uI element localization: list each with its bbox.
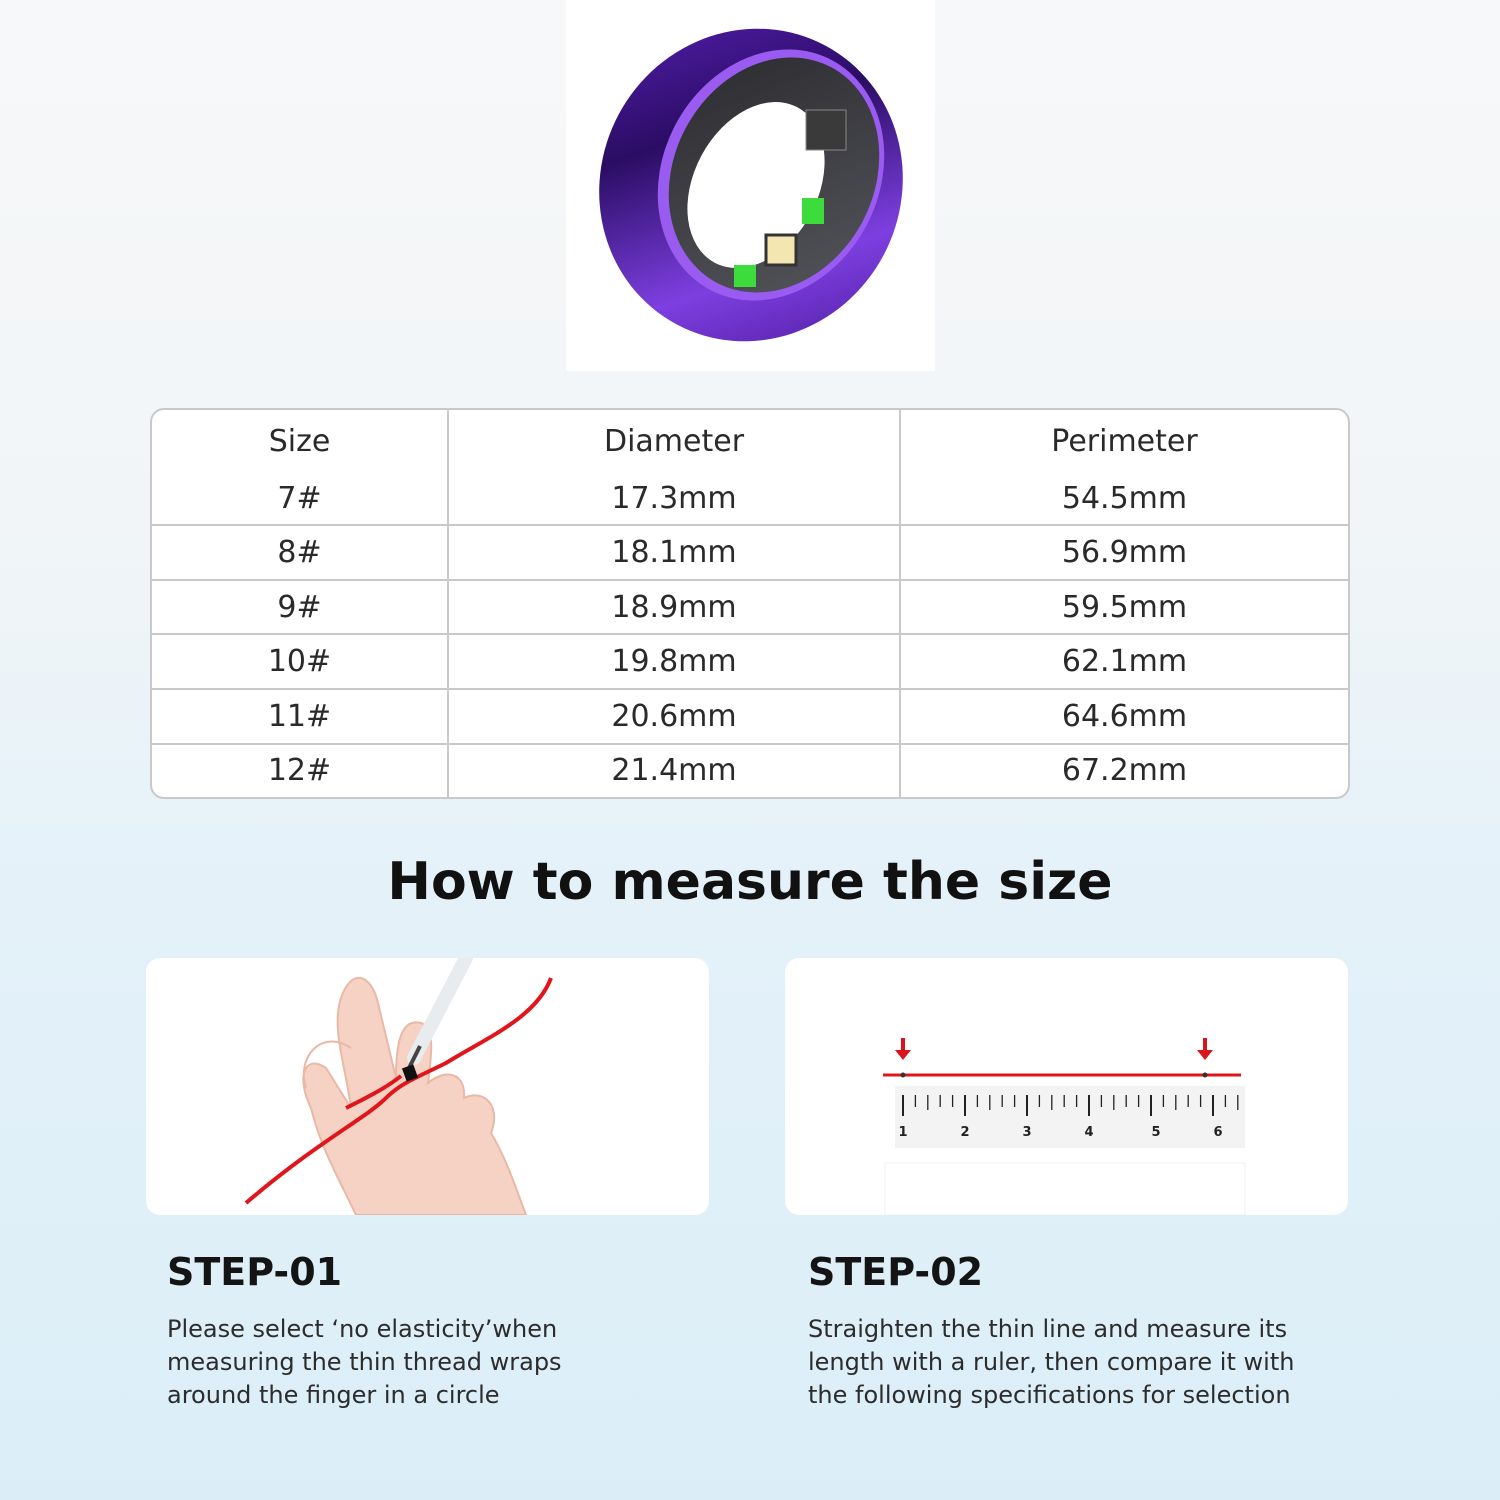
cell-perimeter: 64.6mm	[900, 689, 1348, 744]
ruler	[785, 958, 1348, 1215]
start-mark	[901, 1073, 906, 1078]
cell-diameter: 17.3mm	[448, 472, 900, 525]
arrow-down-icon	[1197, 1038, 1213, 1060]
step-01-title: STEP-01	[167, 1250, 343, 1294]
cell-size: 9#	[152, 580, 448, 635]
cell-diameter: 18.9mm	[448, 580, 900, 635]
cell-size: 11#	[152, 689, 448, 744]
header-diameter: Diameter	[448, 410, 900, 472]
step-02-title: STEP-02	[808, 1250, 984, 1294]
section-heading: How to measure the size	[387, 852, 1113, 912]
description-line: measuring the thin thread wraps	[167, 1348, 562, 1376]
cell-diameter: 20.6mm	[448, 689, 900, 744]
cell-perimeter: 54.5mm	[900, 472, 1348, 525]
step-01-illustration	[146, 958, 709, 1215]
ruler-label: 6	[1213, 1125, 1223, 1140]
ruler-label: 1	[898, 1125, 908, 1140]
cell-size: 8#	[152, 525, 448, 580]
ruler-label: 3	[1022, 1125, 1032, 1140]
table-row	[152, 744, 1348, 797]
step-02-illustration	[785, 958, 1348, 1215]
table-row	[152, 525, 1348, 580]
cell-size: 12#	[152, 744, 448, 797]
step-01-description	[167, 1313, 667, 1412]
header-size: Size	[152, 410, 448, 472]
cell-perimeter: 56.9mm	[900, 525, 1348, 580]
arrow-down-icon	[895, 1038, 911, 1060]
table-row	[152, 580, 1348, 635]
table-row	[152, 472, 1348, 525]
table-row	[152, 634, 1348, 689]
header-perimeter: Perimeter	[1051, 423, 1198, 459]
table-header-row	[152, 410, 1348, 472]
cell-diameter: 19.8mm	[448, 634, 900, 689]
table-row	[152, 689, 1348, 744]
step-02-description	[808, 1313, 1308, 1412]
ruler-label: 5	[1151, 1125, 1161, 1140]
ruler-label: 4	[1084, 1125, 1094, 1140]
description-line: length with a ruler, then compare it with	[808, 1348, 1295, 1376]
ruler-label: 2	[960, 1125, 970, 1140]
description-line: the following specifications for selection	[808, 1381, 1291, 1409]
cell-perimeter: 59.5mm	[900, 580, 1348, 635]
cell-diameter: 21.4mm	[448, 744, 900, 797]
description-line: Please select ‘no elasticity’when	[167, 1315, 558, 1343]
cell-diameter: 18.1mm	[448, 525, 900, 580]
description-line: Straighten the thin line and measure its	[808, 1315, 1288, 1343]
end-mark	[1203, 1073, 1208, 1078]
ring-product-image	[566, 0, 935, 371]
size-chart-table	[150, 408, 1350, 799]
cell-perimeter: 62.1mm	[900, 634, 1348, 689]
cell-perimeter: 67.2mm	[1061, 753, 1188, 789]
cell-size: 7#	[152, 472, 448, 525]
cell-size: 10#	[152, 634, 448, 689]
description-line: around the finger in a circle	[167, 1381, 500, 1409]
